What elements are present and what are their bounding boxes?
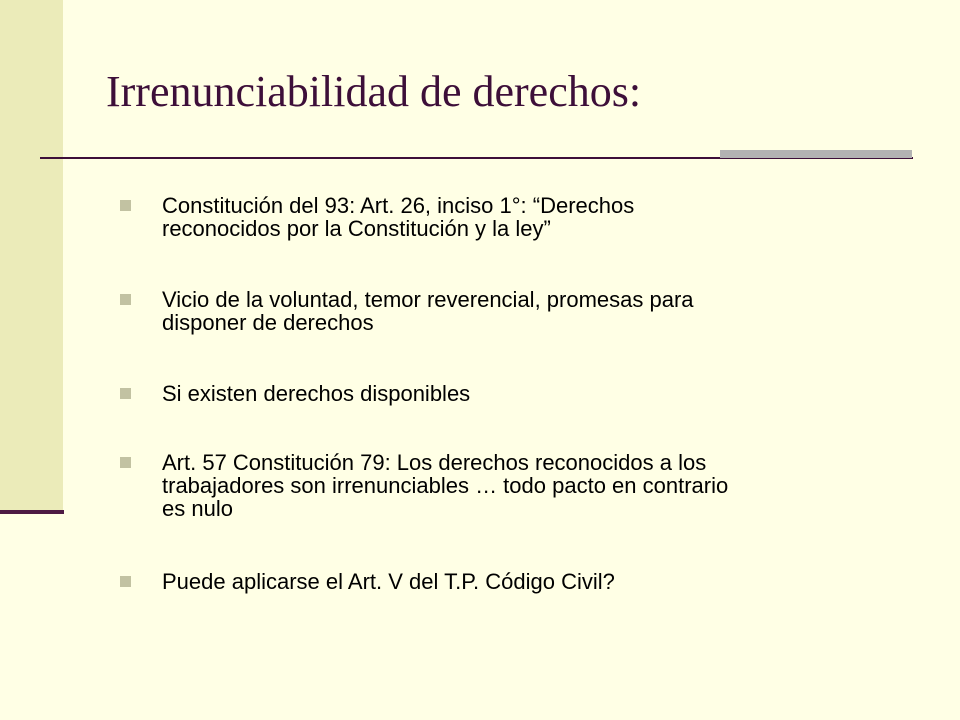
bullet-text: Si existen derechos disponibles bbox=[162, 381, 471, 406]
bullet-item bbox=[162, 194, 902, 240]
bullet-text: Constitución del 93: Art. 26, inciso 1°: “Derechos reconocidos por la Constitución y la ley” bbox=[162, 193, 635, 241]
square-bullet-icon bbox=[120, 576, 131, 587]
square-bullet-icon bbox=[120, 388, 131, 399]
bullet-item bbox=[162, 288, 902, 334]
title-underline-accent bbox=[720, 150, 912, 158]
slide-title: Irrenunciabilidad de derechos: bbox=[106, 67, 642, 116]
square-bullet-icon bbox=[120, 457, 131, 468]
bullet-text: Vicio de la voluntad, temor reverencial, promesas para disponer de derechos bbox=[162, 287, 694, 335]
bullet-text: Puede aplicarse el Art. V del T.P. Código Civil? bbox=[162, 569, 615, 594]
left-band-rule bbox=[0, 510, 64, 514]
left-decorative-band bbox=[0, 0, 63, 513]
bullet-text: Art. 57 Constitución 79: Los derechos reconocidos a los trabajadores son irrenunciables … todo pacto en contrario es nulo bbox=[162, 450, 729, 521]
bullet-item bbox=[162, 451, 902, 520]
square-bullet-icon bbox=[120, 294, 131, 305]
square-bullet-icon bbox=[120, 200, 131, 211]
bullet-item bbox=[162, 382, 902, 405]
bullet-item bbox=[162, 570, 902, 593]
